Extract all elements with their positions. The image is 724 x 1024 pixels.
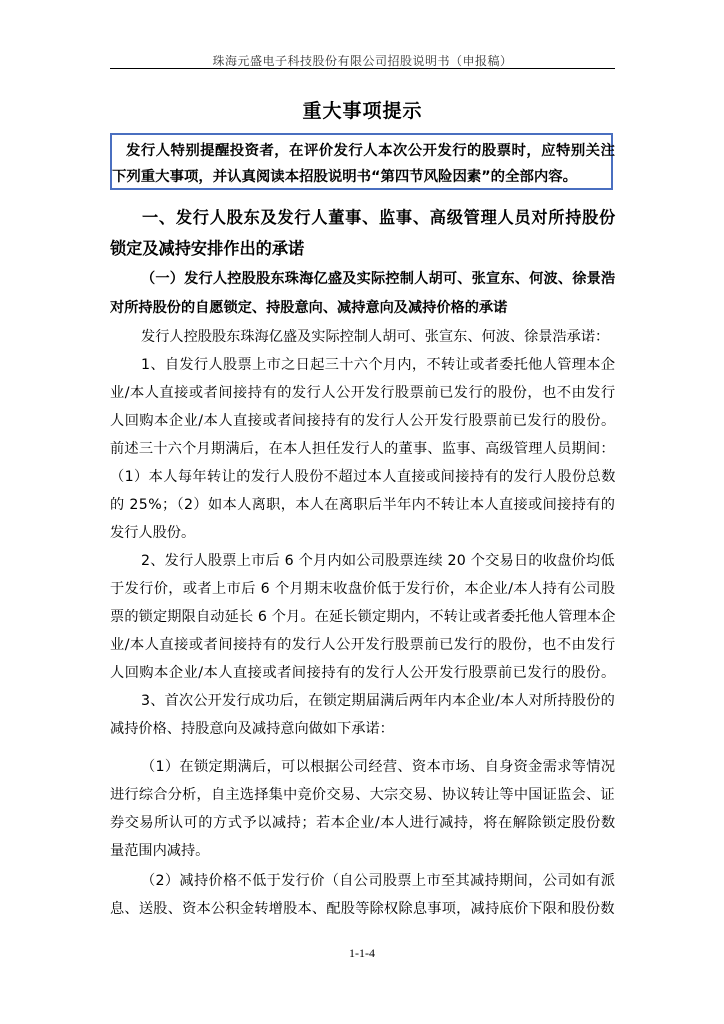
- notice-line: 发行人特别提醒投资者，在评价发行人本次公开发行的股票时，应特别关注: [126, 143, 616, 159]
- subsection-heading: （一）发行人控股股东珠海亿盛及实际控制人胡可、张宣东、何波、徐景浩: [141, 271, 616, 287]
- paragraph-line: （1）本人每年转让的发行人股份不超过本人直接或间接持有的发行人股份总数: [110, 469, 616, 485]
- section-heading: 一、发行人股东及发行人董事、监事、高级管理人员对所持股份: [142, 208, 616, 227]
- paragraph-line: 的 25%；（2）如本人离职，本人在离职后半年内不转让本人直接或间接持有的: [110, 497, 616, 513]
- paragraph-line: 3、首次公开发行成功后，在锁定期届满后两年内本企业/本人对所持股份的: [141, 693, 615, 709]
- running-header: 珠海元盛电子科技股份有限公司招股说明书（申报稿）: [212, 54, 513, 68]
- header-divider: [110, 68, 615, 69]
- paragraph-line: 减持价格、持股意向及减持意向做如下承诺：: [110, 721, 394, 737]
- paragraph-line: 人回购本企业/本人直接或者间接持有的发行人公开发行股票前已发行的股份。: [110, 413, 616, 429]
- paragraph-line: （1）在锁定期满后，可以根据公司经营、资本市场、自身资金需求等情况: [141, 759, 616, 775]
- subsection-heading: 对所持股份的自愿锁定、持股意向、减持意向及减持价格的承诺: [110, 300, 508, 316]
- page-number: 1-1-4: [349, 946, 375, 960]
- paragraph-line: 业/本人直接或者间接持有的发行人公开发行股票前已发行的股份，也不由发行: [110, 637, 616, 653]
- notice-line: 下列重大事项，并认真阅读本招股说明书“第四节风险因素”的全部内容。: [112, 169, 578, 185]
- paragraph-line: 票的锁定期限自动延长 6 个月。在延长锁定期内，不转让或者委托他人管理本企: [110, 609, 616, 625]
- paragraph-line: 于发行价，或者上市后 6 个月期末收盘价低于发行价，本企业/本人持有公司股: [110, 581, 616, 597]
- paragraph-line: 发行人股份。: [110, 525, 196, 541]
- paragraph-line: （2）减持价格不低于发行价（自公司股票上市至其减持期间，公司如有派: [141, 873, 616, 889]
- paragraph-line: 进行综合分析，自主选择集中竞价交易、大宗交易、协议转让等中国证监会、证: [110, 787, 615, 803]
- page-title: 重大事项提示: [302, 100, 423, 122]
- paragraph-line: 人回购本企业/本人直接或者间接持有的发行人公开发行股票前已发行的股份。: [110, 665, 616, 681]
- paragraph-line: 前述三十六个月期满后，在本人担任发行人的董事、监事、高级管理人员期间：: [110, 441, 615, 457]
- paragraph-line: 1、自发行人股票上市之日起三十六个月内，不转让或者委托他人管理本企: [141, 357, 616, 373]
- paragraph-line: 业/本人直接或者间接持有的发行人公开发行股票前已发行的股份，也不由发行: [110, 385, 616, 401]
- paragraph-line: 量范围内减持。: [110, 843, 210, 859]
- paragraph-line: 券交易所认可的方式予以减持；若本企业/本人进行减持，将在解除锁定股份数: [110, 815, 616, 831]
- important-notice-box: [110, 133, 616, 190]
- section-heading: 锁定及减持安排作出的承诺: [110, 239, 305, 258]
- paragraph-line: 2、发行人股票上市后 6 个月内如公司股票连续 20 个交易日的收盘价均低: [141, 553, 615, 569]
- paragraph-intro: 发行人控股股东珠海亿盛及实际控制人胡可、张宣东、何波、徐景浩承诺：: [141, 329, 610, 345]
- paragraph-line: 息、送股、资本公积金转增股本、配股等除权除息事项，减持底价下限和股份数: [110, 901, 615, 917]
